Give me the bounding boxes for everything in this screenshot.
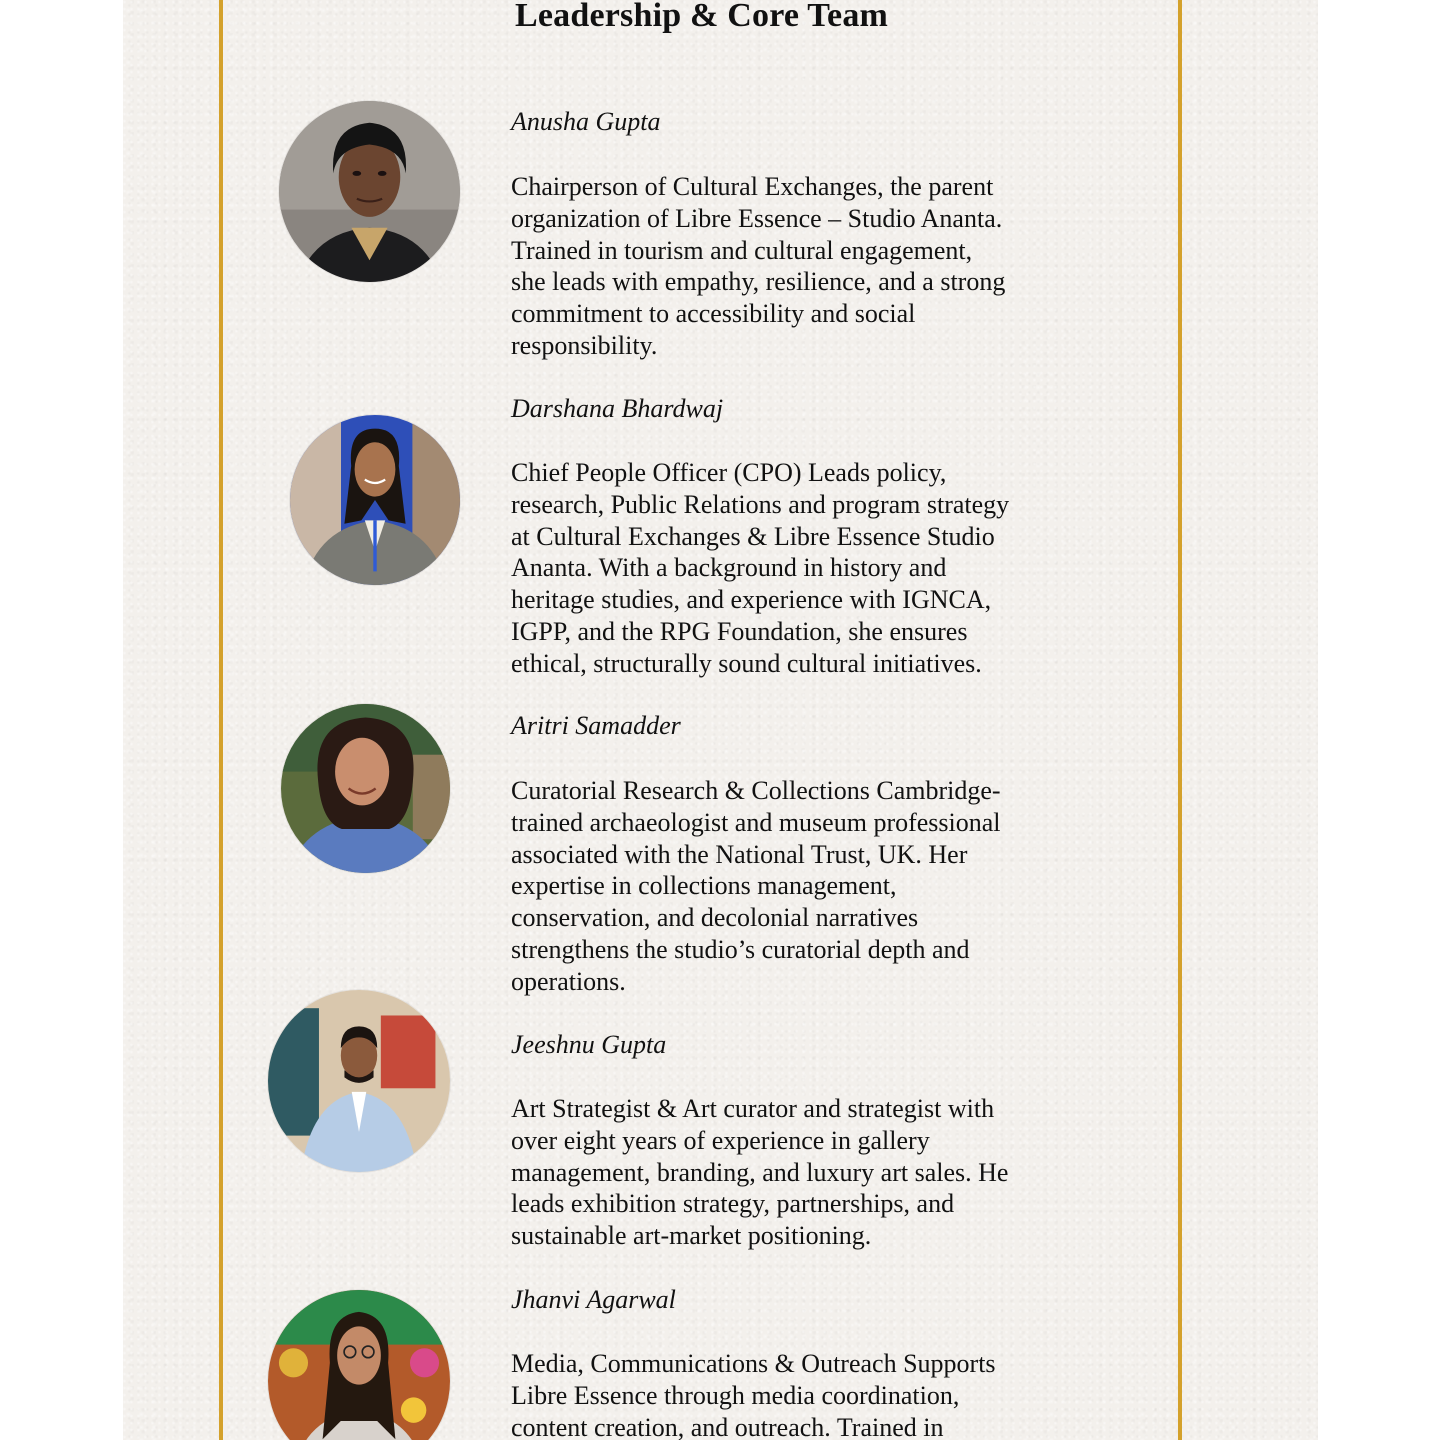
member-name: Jeeshnu Gupta <box>511 1030 667 1059</box>
member-name: Anusha Gupta <box>511 107 661 136</box>
portrait-aritri-samadder <box>281 704 450 873</box>
member-name: Darshana Bhardwaj <box>511 394 724 423</box>
portrait-darshana-bhardwaj <box>290 415 460 585</box>
member-bio: Curatorial Research & Collections Cambridge- trained archaeologist and museum professional associated with the National Trust, UK. Her expertise in collections management, conservation, and decolonial narratives strengthens the studio’s curatorial depth and operations. <box>511 776 1001 996</box>
member-bio: Art Strategist & Art curator and strategist with over eight years of experience in gallery management, branding, and luxury art sales. He leads exhibition strategy, partnerships, and sustainable art-market positioning. <box>511 1094 1009 1251</box>
left-gold-rule <box>219 0 223 1440</box>
member-bio: Chief People Officer (CPO) Leads policy, research, Public Relations and program strategy at Cultural Exchanges & Libre Essence Studio Ananta. With a background in history and heritage studies, and experience with IGNCA, IGPP, and the RPG Foundation, she ensures ethical, structurally sound cultural initiatives. <box>511 458 1010 678</box>
member-name: Jhanvi Agarwal <box>511 1285 676 1314</box>
right-gold-rule <box>1178 0 1182 1440</box>
portrait-jeeshnu-gupta <box>268 990 450 1172</box>
page-title: Leadership & Core Team <box>515 0 889 34</box>
member-bio: Chairperson of Cultural Exchanges, the parent organization of Libre Essence – Studio Ananta. Trained in tourism and cultural engagement, she leads with empathy, resilience, and a strong commitment to accessibility and social responsibility. <box>511 172 1006 360</box>
member-bio: Media, Communications & Outreach Supports Libre Essence through media coordination, content creation, and outreach. Trained in <box>511 1349 996 1440</box>
member-name: Aritri Samadder <box>511 711 681 740</box>
portrait-anusha-gupta <box>279 101 460 282</box>
